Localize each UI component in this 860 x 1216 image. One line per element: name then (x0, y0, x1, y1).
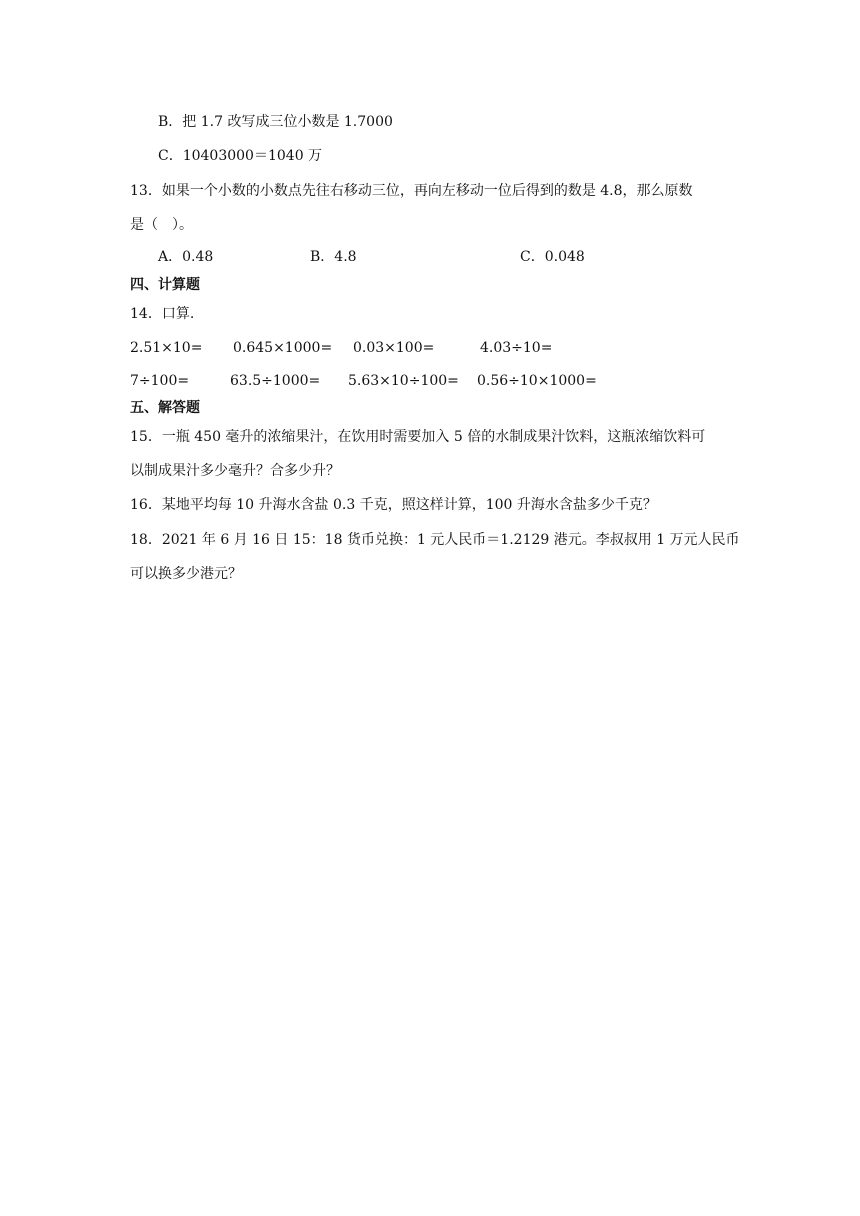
question-15-line2: 以制成果汁多少毫升？合多少升？ (130, 463, 340, 479)
question-18-line1: 18．2021 年 6 月 16 日 15：18 货币兑换：1 元人民币＝1.2129 港元。李叔叔用 1 万元人民币 (130, 532, 740, 548)
question-14-label: 14．口算. (130, 306, 195, 322)
calc-item: 5.63×10÷100= (348, 373, 459, 389)
calc-item: 0.56÷10×1000= (477, 373, 597, 389)
question-12-option-c: C．10403000＝1040 万 (158, 148, 323, 164)
calc-item: 2.51×10= (130, 340, 203, 356)
calc-item: 63.5÷1000= (230, 373, 321, 389)
question-12-option-b: B．把 1.7 改写成三位小数是 1.7000 (158, 114, 393, 130)
section-5-title: 五、解答题 (130, 400, 200, 416)
question-16: 16．某地平均每 10 升海水含盐 0.3 千克，照这样计算，100 升海水含盐多少千克？ (130, 497, 657, 513)
question-15-line1: 15．一瓶 450 毫升的浓缩果汁，在饮用时需要加入 5 倍的水制成果汁饮料，这瓶浓缩饮料可 (130, 429, 706, 445)
calc-item: 7÷100= (130, 373, 190, 389)
question-13-text-line2: 是（ ）。 (130, 217, 193, 233)
calc-item: 4.03÷10= (480, 340, 553, 356)
question-13-option-b: B．4.8 (310, 249, 357, 265)
section-4-title: 四、计算题 (130, 277, 200, 293)
calc-item: 0.03×100= (353, 340, 435, 356)
question-13-option-c: C．0.048 (520, 249, 585, 265)
question-13-text-line1: 13．如果一个小数的小数点先往右移动三位，再向左移动一位后得到的数是 4.8，那么原数 (130, 183, 693, 199)
question-18-line2: 可以换多少港元？ (130, 566, 242, 582)
question-13-option-a: A．0.48 (158, 249, 214, 265)
calc-item: 0.645×1000= (233, 340, 333, 356)
